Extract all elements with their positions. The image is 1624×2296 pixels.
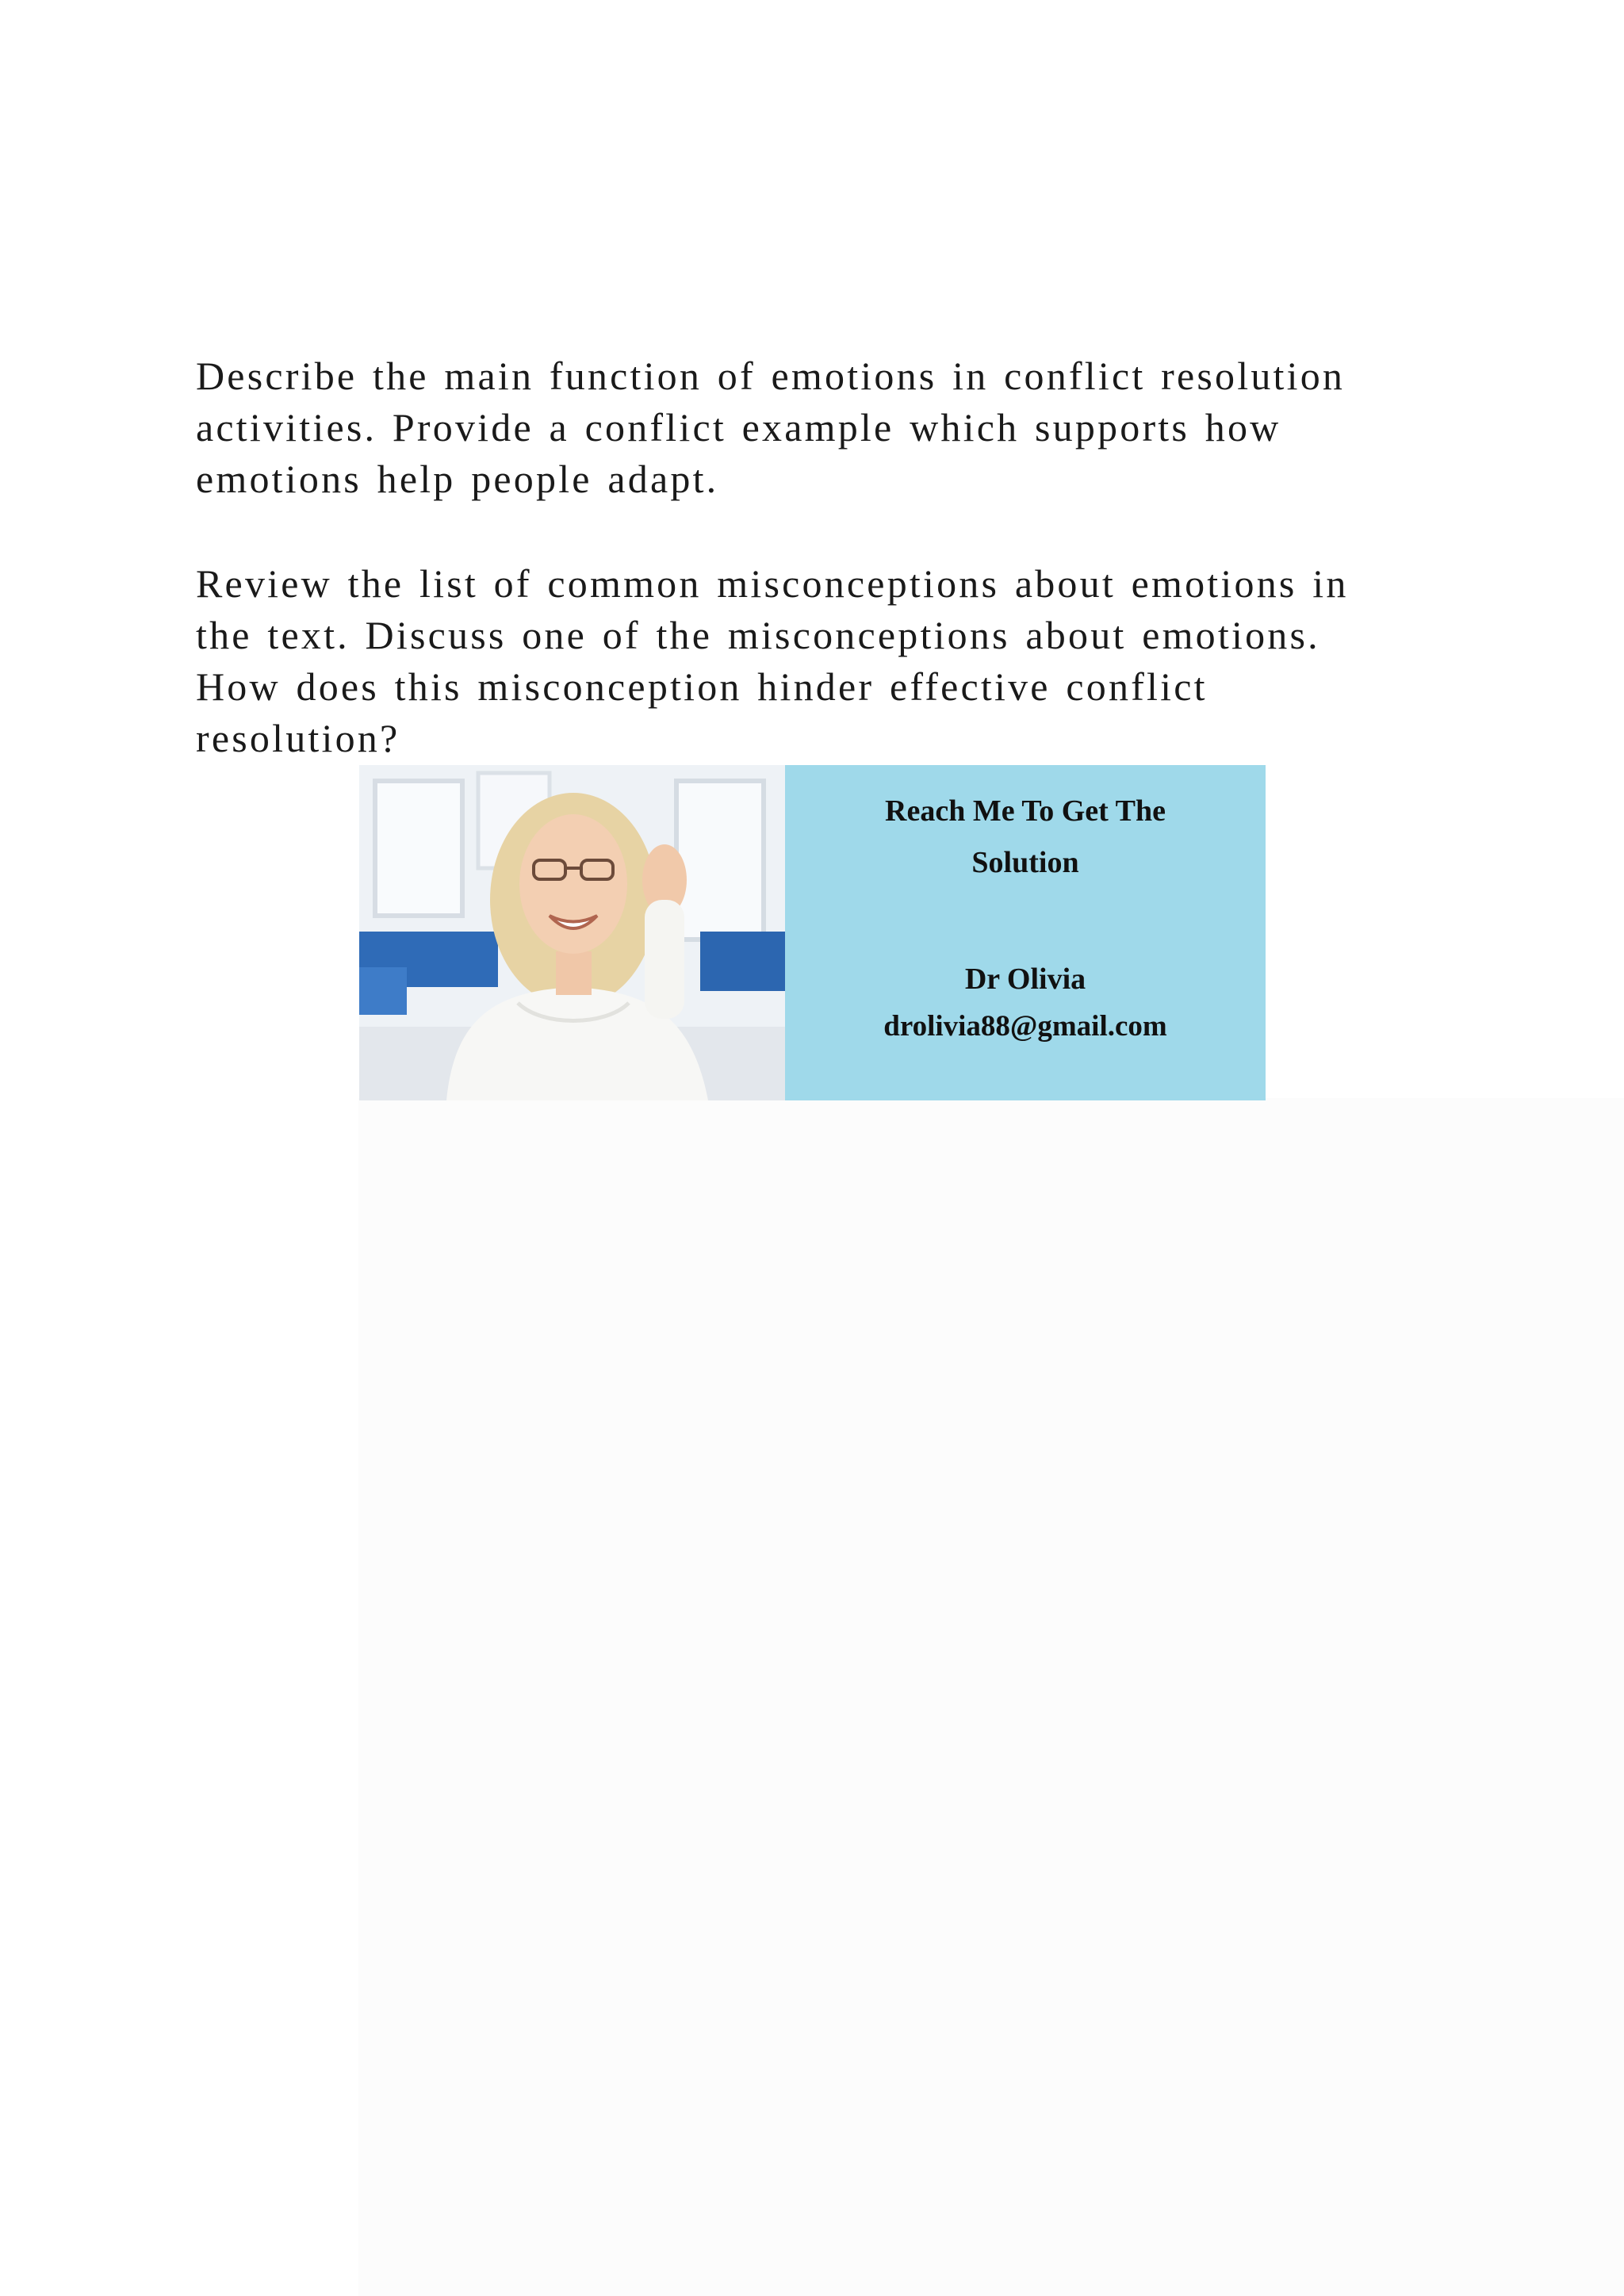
page-shadow-panel — [358, 1098, 1624, 2296]
cta-heading-line-1: Reach Me To Get The — [885, 794, 1166, 828]
contact-email-link[interactable]: drolivia88@gmail.com — [883, 1010, 1167, 1043]
contact-banner[interactable] — [359, 765, 1266, 1100]
question-paragraph-1 — [196, 350, 1433, 505]
question-paragraph-2 — [196, 558, 1433, 764]
cta-heading-line-2: Solution — [971, 846, 1079, 879]
smiling-woman-photo-icon — [359, 765, 785, 1100]
contact-info-panel[interactable] — [785, 765, 1266, 1100]
paragraph-text: Describe the main function of emotions in conflict resolution activities. Provide a conflict example which supports how emotions help people adapt. — [196, 354, 1346, 501]
contact-name: Dr Olivia — [964, 962, 1086, 996]
paragraph-text: Review the list of common misconceptions about emotions in the text. Discuss one of the misconceptions about emotions. How does this misconception hinder effective conflict resolution? — [196, 561, 1349, 760]
